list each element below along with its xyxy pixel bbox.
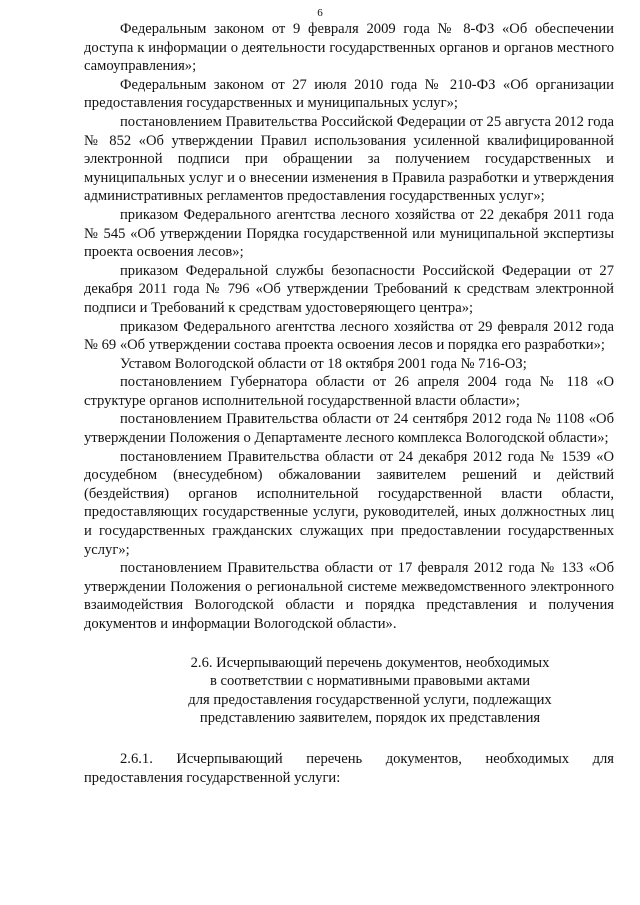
section-heading-line: в соответствии с нормативными правовыми актами xyxy=(209,673,531,690)
page-number: 6 xyxy=(317,7,323,19)
paragraph-decree-852: постановлением Правительства Российской Федерации от 25 августа 2012 года № 852 «Об утверждении Правил использования усиленной квалифицированной электронной подписи при обращении за получением государственных и муниципальных услуг и о внесении изменения в Правила разработки и утверждения административных регламентов предоставления государственных услуг»; xyxy=(84,113,614,205)
paragraph-order-69: приказом Федерального агентства лесного хозяйства от 29 февраля 2012 года № 69 «Об утверждении состава проекта освоения лесов и порядка его разработки»; xyxy=(84,318,614,354)
paragraph-order-796: приказом Федеральной службы безопасности Российской Федерации от 27 декабря 2011 года № 796 «Об утверждении Требований к средствам электронной подписи и Требований к средствам удостоверяющего центра»; xyxy=(84,262,614,316)
paragraph-government-1108: постановлением Правительства области от 24 сентября 2012 года № 1108 «Об утверждении Положения о Департаменте лесного комплекса Вологодской области»; xyxy=(84,411,614,447)
paragraph-charter-716oz: Уставом Вологодской области от 18 октября 2001 года № 716-ОЗ; xyxy=(120,355,527,372)
document-body xyxy=(84,20,614,787)
paragraph-government-1539: постановлением Правительства области от 24 декабря 2012 года № 1539 «О досудебном (внесудебном) обжаловании заявителем решений и действий (бездействия) органов исполнительной государственной власти области, предоставляющих государственные услуги, руководителей, иных должностных лиц и государственных гражданских служащих при предоставлении государственных услуг»; xyxy=(84,448,614,558)
section-heading-line: представлению заявителем, порядок их представления xyxy=(199,710,541,727)
paragraph-2-6-1: 2.6.1. Исчерпывающий перечень документов, необходимых для предоставления государственной услуги: xyxy=(84,750,614,786)
paragraph-law-8fz: Федеральным законом от 9 февраля 2009 года № 8-ФЗ «Об обеспечении доступа к информации о деятельности государственных органов и органов местного самоуправления»; xyxy=(84,21,614,75)
paragraph-governor-118: постановлением Губернатора области от 26 апреля 2004 года № 118 «О структуре органов исполнительной государственной власти области»; xyxy=(84,374,614,409)
paragraph-law-210fz: Федеральным законом от 27 июля 2010 года № 210-ФЗ «Об организации предоставления государственных и муниципальных услуг»; xyxy=(84,76,614,112)
paragraph-order-545: приказом Федерального агентства лесного хозяйства от 22 декабря 2011 года № 545 «Об утверждении Порядка государственной или муниципальной экспертизы проекта освоения лесов»; xyxy=(84,206,614,261)
section-heading-line: для предоставления государственной услуги, подлежащих xyxy=(188,691,552,708)
section-heading-line: 2.6. Исчерпывающий перечень документов, необходимых xyxy=(190,654,550,671)
section-heading-2-6 xyxy=(84,654,614,728)
paragraph-government-133: постановлением Правительства области от 17 февраля 2012 года № 133 «Об утверждении Положения о региональной системе межведомственного электронного взаимодействия Вологодской области и порядка представления и получения документов и информации Вологодской области». xyxy=(84,560,614,632)
